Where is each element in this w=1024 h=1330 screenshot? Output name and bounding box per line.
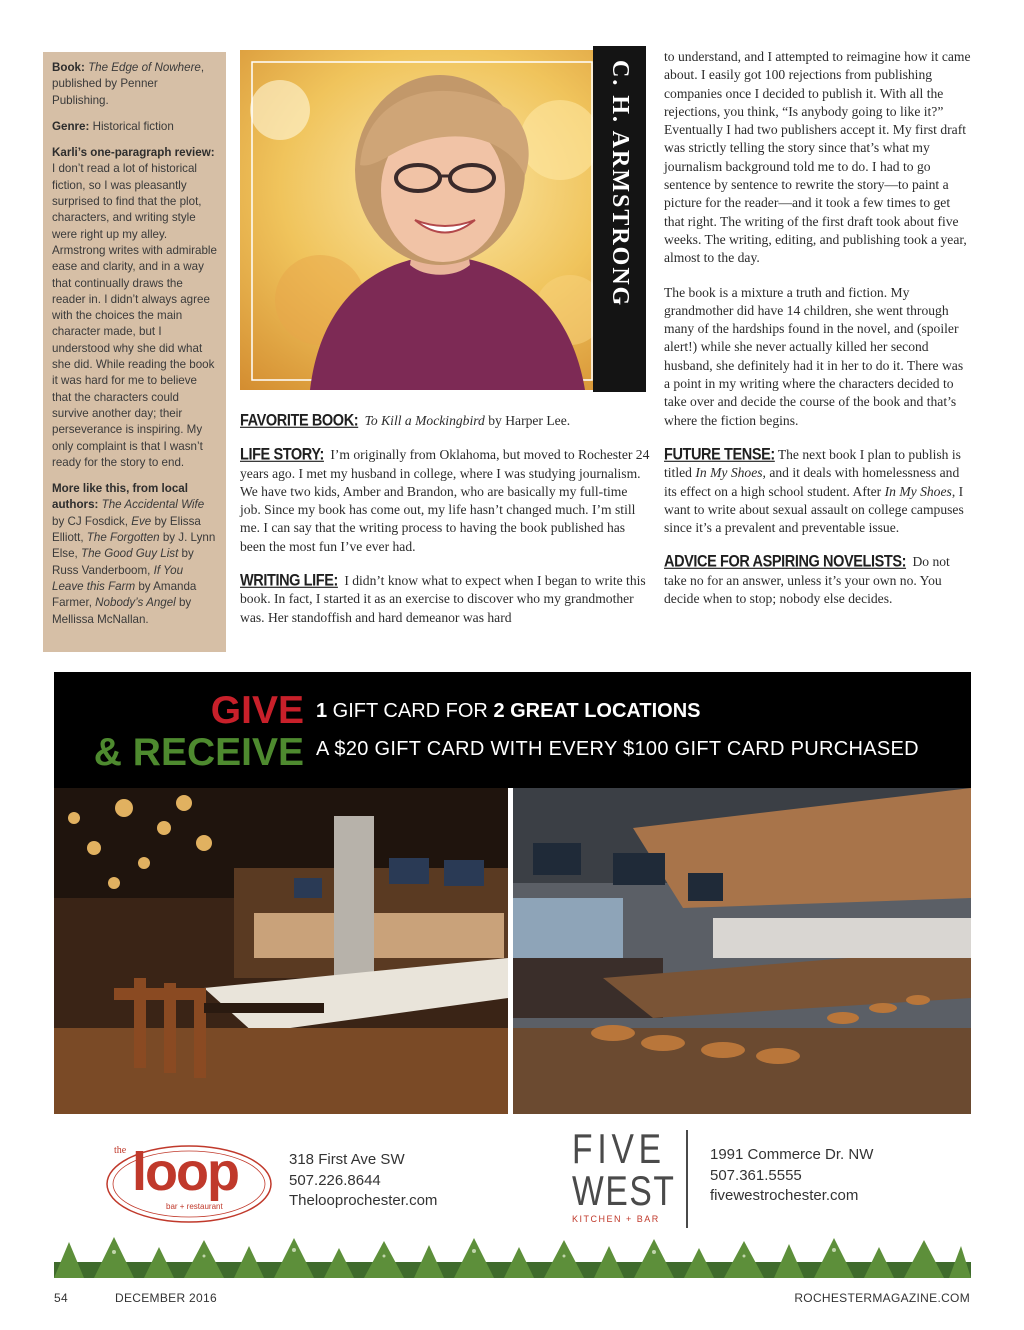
future-tense: FUTURE TENSE: The next book I plan to publish is titled In My Shoes, and it deals with homelessness and its effect on a high school student. After In My Shoes, I want to write about sexual assault on college campuses since it’s a prevalent and preventable issue.	[664, 445, 964, 536]
loop-interior-photo	[54, 788, 508, 1114]
five-west-website[interactable]: fivewestrochester.com	[710, 1187, 859, 1204]
issue-date: DECEMBER 2016	[115, 1291, 217, 1305]
author-name: C. H. ARMSTRONG	[607, 60, 633, 308]
book-title: The Edge of Nowhere	[88, 61, 201, 74]
writing-heading: WRITING LIFE:	[240, 571, 338, 591]
genre-line: Genre: Historical fiction	[52, 119, 174, 133]
five-west-contact	[710, 1145, 873, 1207]
advice-heading: ADVICE FOR ASPIRING NOVELISTS:	[664, 553, 907, 572]
five-west-interior-photo	[513, 788, 971, 1114]
book-info-sidebar	[43, 52, 226, 652]
loop-phone: 507.226.8644	[289, 1171, 381, 1189]
loop-logo-word: loop	[132, 1142, 238, 1202]
favorite-book: FAVORITE BOOK: To Kill a Mockingbird by Harper Lee.	[240, 411, 571, 431]
gift-card-ad	[54, 672, 971, 1278]
magazine-website[interactable]: ROCHESTERMAGAZINE.COM	[794, 1291, 970, 1305]
writing-life: WRITING LIFE: I didn’t know what to expect when I began to write this book. In fact, I started it as an exercise to discover who my grandmother was. Her standoffish and hard demeanor was hard	[240, 571, 646, 625]
loop-address: 318 First Ave SW	[289, 1151, 405, 1168]
middle-column	[240, 412, 650, 643]
ad-tagline-1: 1 GIFT CARD FOR 2 GREAT LOCATIONS	[316, 700, 701, 722]
future-heading: FUTURE TENSE:	[664, 445, 775, 465]
receive-text: & RECEIVE	[93, 731, 304, 774]
life-story: LIFE STORY: I’m originally from Oklahoma, but moved to Rochester 24 years ago. I met my husband in college, where I was studying journalism. We have two kids, Amber and Brandon, who are basically my full-time job. Since my book has come out, my life hasn’t changed much. I’m still me. I can say that the writing process to having the book published has been the most fun I’ve ever had.	[240, 446, 650, 554]
loop-contact	[289, 1150, 437, 1212]
life-heading: LIFE STORY:	[240, 446, 324, 465]
more-like-this: More like this, from local authors: The Accidental Wife by CJ Fosdick, Eve by Elissa Elliott, The Forgotten by J. Lynn Else, The Good Guy List by Russ Vanderboom, If You Leave this Farm by Amanda Farmer, Nobody’s Angel by Mellissa McNallan.	[52, 482, 216, 626]
ad-tagline-2: A $20 GIFT CARD WITH EVERY $100 GIFT CARD PURCHASED	[316, 738, 919, 760]
loop-logo-small: the	[114, 1145, 127, 1156]
author-photo	[240, 50, 646, 390]
favorite-heading: FAVORITE BOOK:	[240, 411, 359, 431]
give-text: GIVE	[210, 689, 304, 732]
loop-logo-sub: bar + restaurant	[166, 1202, 223, 1211]
page-number: 54	[54, 1291, 68, 1305]
five-west-logo: FIVE WEST KITCHEN + BAR	[572, 1125, 676, 1224]
right-column	[664, 48, 972, 624]
right-para-1: to understand, and I attempted to reimagine how it came about. I easily got 100 rejections from publishing companies once I decided to publish it. With all the rejections, you think, “Is anybody going to like it?” Eventually I had two publishers accept it. My first draft was strictly telling the story since that’s what my journalism background told me to do. I had to go sentence by sentence to rewrite the story—to paint a picture for the reader—and it took a few times to get that right. The writing of the first draft took about five weeks. The writing, editing, and publishing took a year, almost to the day.	[664, 49, 971, 266]
five-west-address: 1991 Commerce Dr. NW	[710, 1146, 874, 1163]
five-west-divider	[686, 1130, 688, 1228]
ad-header	[54, 672, 971, 788]
review-paragraph: Karli’s one-paragraph review: I don’t read a lot of historical fiction, so I was pleasantly surprised to find that the plot, characters, and writing style were right up my alley. Armstrong writes with admirable ease and clarity, and in a way that continually draws the reader in. I didn’t always agree with the choices the main character made, but I understood why she did what she did. While reading the book it was hard for me to believe that the characters could survive another day; their perseverance is inspiring. My only complaint is that I wasn’t ready for the story to end.	[52, 146, 217, 469]
greenery-border	[54, 1232, 971, 1278]
loop-website[interactable]: Thelooprochester.com	[289, 1192, 438, 1209]
advice: ADVICE FOR ASPIRING NOVELISTS: Do not take no for an answer, unless it’s your own no. You decide when to stop; nobody else decides.	[664, 553, 950, 607]
book-line: Book: The Edge of Nowhere, published by Penner Publishing.	[52, 61, 205, 107]
five-west-phone: 507.361.5555	[710, 1166, 802, 1184]
right-para-2: The book is a mixture a truth and fiction. My grandmother did have 14 children, she went through many of the hardships found in the novel, and (spoiler alert!) while she never actually killed her second husband, she definitely had it in her to do it. There was a point in my writing where the characters decided to take over and decide the course of the book and that’s where the fiction begins.	[664, 284, 964, 428]
